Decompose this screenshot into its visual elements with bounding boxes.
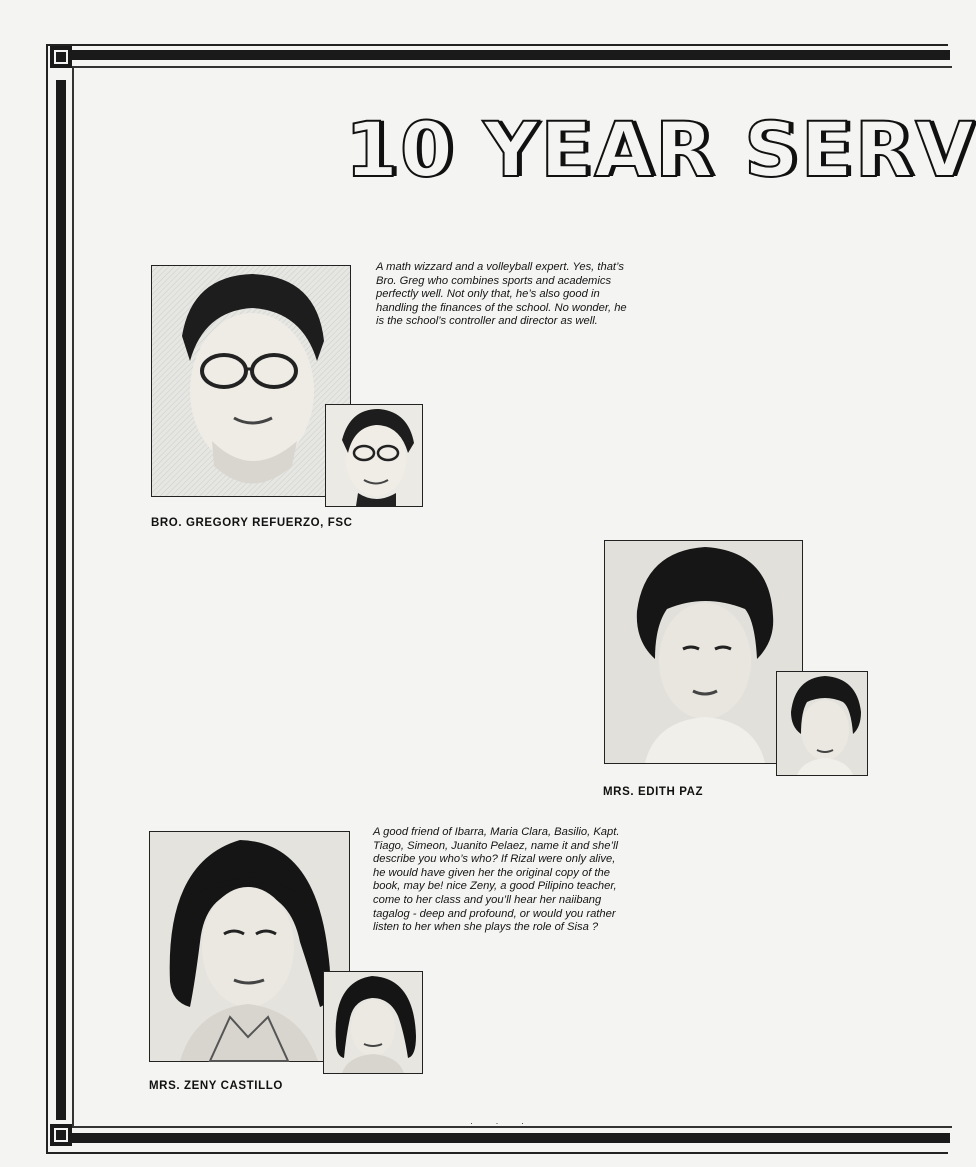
corner-ornament-bottom-left <box>50 1124 72 1146</box>
border-line-left <box>72 66 74 1128</box>
profile-name-gregory: BRO. GREGORY REFUERZO, FSC <box>151 517 353 529</box>
portrait-photo-large <box>149 831 350 1062</box>
profile-blurb-gregory: A math wizzard and a volleyball expert. Yes, that’s Bro. Greg who combines sports and academics perfectly well. Not only that, he’s also good in handling the finances of the school. No wonder, he is the school’s controller and director as well. <box>376 261 627 328</box>
portrait-photo-small <box>323 971 423 1074</box>
profile-name-zeny: MRS. ZENY CASTILLO <box>149 1080 283 1092</box>
print-specks: · · · <box>470 1118 534 1128</box>
portrait-photo-large <box>604 540 803 764</box>
profile-blurb-zeny: A good friend of Ibarra, Maria Clara, Basilio, Kapt. Tiago, Simeon, Juanito Pelaez, name it and she’ll describe you who’s who? If Rizal were only alive, he would have given her the original copy of the book, may be! nice Zeny, a good Pilipino teacher, come to her class and you’ll hear her naiibang tagalog - deep and profound, or would you rather listen to her when she plays the role of Sisa ? <box>373 826 620 934</box>
page-title: 10 YEAR SERV <box>345 105 976 194</box>
border-line-top <box>72 66 952 68</box>
portrait-photo-small <box>325 404 423 507</box>
corner-ornament-top-left <box>50 46 72 68</box>
portrait-photo-large <box>151 265 351 497</box>
border-bar-top <box>70 50 950 60</box>
border-bar-bottom <box>70 1133 950 1143</box>
portrait-photo-small <box>776 671 868 776</box>
border-bar-left <box>56 80 66 1120</box>
profile-name-edith: MRS. EDITH PAZ <box>603 786 704 798</box>
